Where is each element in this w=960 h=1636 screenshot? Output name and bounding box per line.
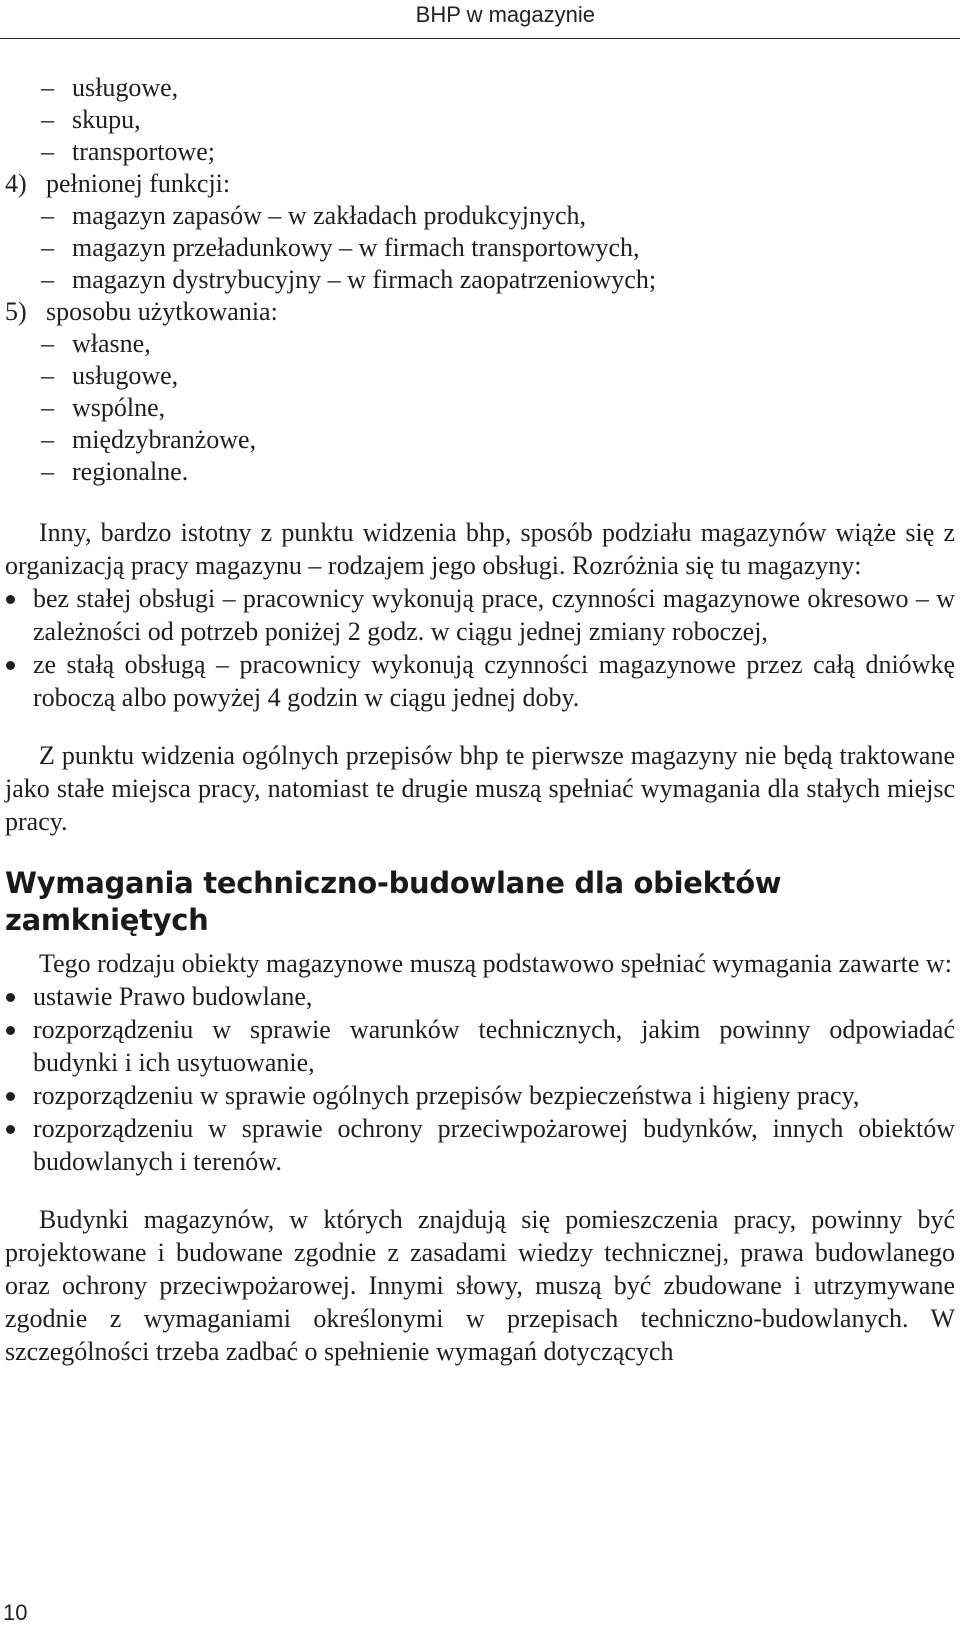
- dash-marker: –: [41, 73, 54, 102]
- bullet-item: [5, 1013, 955, 1079]
- bullet-icon: [6, 661, 15, 670]
- paragraph-buildings: Budynki magazynów, w których znajdują się pomieszczenia pracy, powinny być projektowane i budowane zgodnie z zasadami wiedzy technicznej, prawa budowlanego oraz ochrony przeciwpożarowej. Innymi słowy, muszą być zbudowane i utrzymywane zgodnie z wymaganiami określonymi w przepisach techniczno-budowlanych. W szczególności trzeba zadbać o spełnienie wymagań dotyczących: [5, 1205, 955, 1366]
- list-item-text: pełnionej funkcji:: [46, 169, 231, 198]
- bullet-text: rozporządzeniu w sprawie ochrony przeciwpożarowej budynków, innych obiektów budowlanych i terenów.: [33, 1114, 955, 1176]
- bullet-text: rozporządzeniu w sprawie warunków technicznych, jakim powinny odpowiadać budynki i ich usytuowanie,: [33, 1015, 955, 1077]
- bullet-icon: [6, 1125, 15, 1134]
- list-item-text: sposobu użytkowania:: [46, 297, 278, 326]
- item-number: 5): [5, 297, 27, 326]
- dash-marker: –: [41, 137, 54, 166]
- bullet-text: ze stałą obsługą – pracownicy wykonują czynności magazynowe przez całą dniówkę roboczą albo powyżej 4 godzin w ciągu jednej doby.: [33, 650, 955, 712]
- bullet-text: rozporządzeniu w sprawie ogólnych przepisów bezpieczeństwa i higieny pracy,: [33, 1081, 860, 1110]
- list-item: [5, 104, 955, 136]
- section-heading: [5, 865, 955, 939]
- list-item: [5, 392, 955, 424]
- list-item-text: magazyn dystrybucyjny – w firmach zaopatrzeniowych;: [72, 265, 657, 294]
- list-item-text: regionalne.: [72, 457, 189, 486]
- bullet-icon: [6, 1026, 15, 1035]
- bullet-item: [5, 648, 955, 714]
- bullet-text: ustawie Prawo budowlane,: [33, 982, 313, 1011]
- numbered-item-5: [5, 296, 955, 328]
- dash-marker: –: [41, 265, 54, 294]
- list-item: [5, 328, 955, 360]
- bullet-item: [5, 1079, 955, 1112]
- bullet-icon: [6, 595, 15, 604]
- list-item: [5, 136, 955, 168]
- dash-marker: –: [41, 329, 54, 358]
- dash-marker: –: [41, 201, 54, 230]
- dash-marker: –: [41, 361, 54, 390]
- dash-marker: –: [41, 457, 54, 486]
- heading-line-1: Wymagania techniczno-budowlane dla obiektów: [5, 866, 782, 900]
- bullet-item: [5, 1112, 955, 1178]
- numbered-item-4: [5, 168, 955, 200]
- list-item-text: magazyn zapasów – w zakładach produkcyjnych,: [72, 201, 587, 230]
- list-item-text: usługowe,: [72, 73, 179, 102]
- item-number: 4): [5, 169, 27, 198]
- bullet-text: bez stałej obsługi – pracownicy wykonują prace, czynności magazynowe okresowo – w zależności od potrzeb poniżej 2 godz. w ciągu jednej zmiany roboczej,: [33, 584, 955, 646]
- list-item: [5, 232, 955, 264]
- paragraph-requirements-intro: Tego rodzaju obiekty magazynowe muszą podstawowo spełniać wymagania zawarte w:: [39, 949, 952, 978]
- list-item: [5, 456, 955, 488]
- list-item-text: magazyn przeładunkowy – w firmach transportowych,: [72, 233, 640, 262]
- list-item: [5, 264, 955, 296]
- dash-marker: –: [41, 233, 54, 262]
- dash-marker: –: [41, 425, 54, 454]
- running-header: [0, 0, 960, 39]
- paragraph-service-types: Inny, bardzo istotny z punktu widzenia bhp, sposób podziału magazynów wiąże się z organizacją pracy magazynu – rodzajem jego obsługi. Rozróżnia się tu magazyny:: [5, 518, 955, 580]
- list-item-text: własne,: [72, 329, 151, 358]
- list-item: [5, 72, 955, 104]
- list-item-text: międzybranżowe,: [72, 425, 257, 454]
- dash-marker: –: [41, 105, 54, 134]
- page-body: [5, 72, 955, 1368]
- bullet-item: [5, 980, 955, 1013]
- bullet-icon: [6, 1092, 15, 1101]
- list-item-text: wspólne,: [72, 393, 166, 422]
- list-item: [5, 200, 955, 232]
- paragraph-workplace: Z punktu widzenia ogólnych przepisów bhp te pierwsze magazyny nie będą traktowane jako stałe miejsca pracy, natomiast te drugie muszą spełniać wymagania dla stałych miejsc pracy.: [5, 741, 955, 836]
- list-item-text: transportowe;: [72, 137, 215, 166]
- list-item-text: usługowe,: [72, 361, 179, 390]
- bullet-icon: [6, 993, 15, 1002]
- running-title: BHP w magazynie: [415, 2, 595, 27]
- bullet-item: [5, 582, 955, 648]
- heading-line-2: zamkniętych: [5, 903, 209, 937]
- list-item: [5, 360, 955, 392]
- page-number: 10: [3, 1600, 28, 1625]
- dash-marker: –: [41, 393, 54, 422]
- list-item: [5, 424, 955, 456]
- list-item-text: skupu,: [72, 105, 141, 134]
